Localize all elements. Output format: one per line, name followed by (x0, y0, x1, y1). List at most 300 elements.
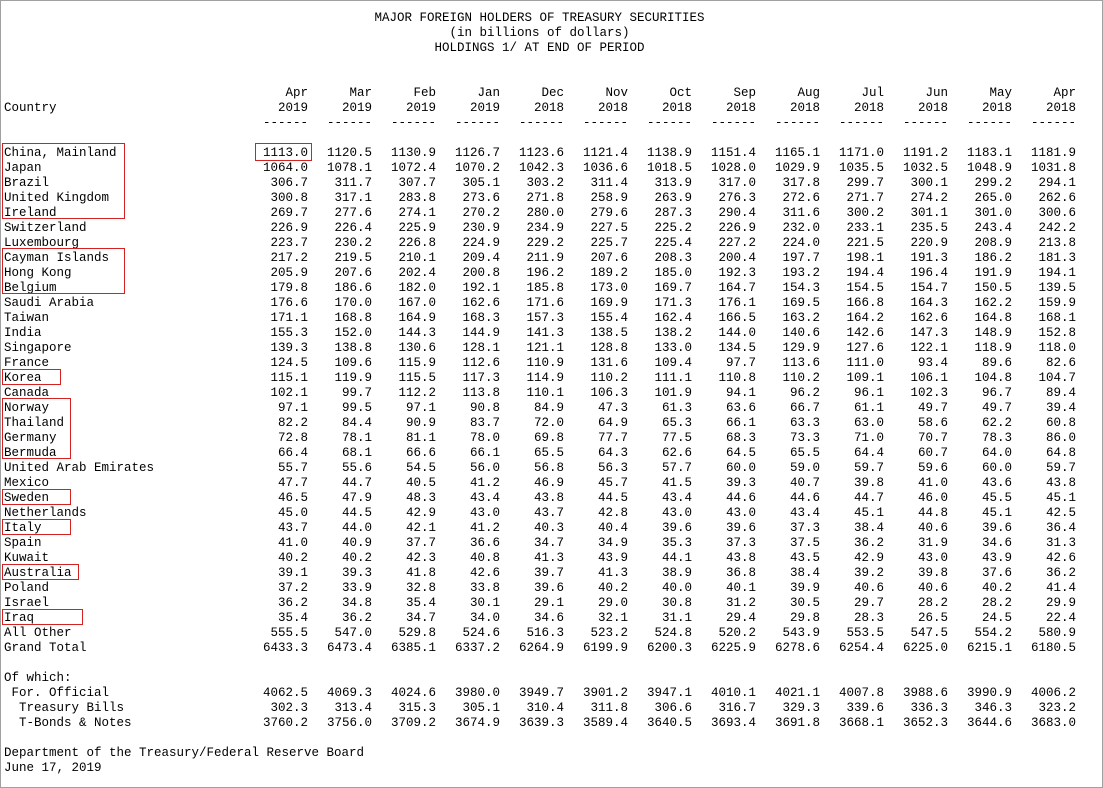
holding-value: 82.6 (1045, 356, 1076, 370)
holding-value: 555.5 (270, 626, 308, 640)
holding-value: 6385.1 (390, 641, 436, 655)
holding-value: 64.8 (1045, 446, 1076, 460)
header-underline: ------ (326, 116, 372, 130)
holding-value: 168.3 (462, 311, 500, 325)
holding-value: 223.7 (270, 236, 308, 250)
holding-value: 35.4 (277, 611, 308, 625)
holding-value: 93.4 (917, 356, 948, 370)
holding-value: 60.0 (725, 461, 756, 475)
holding-value: 44.8 (917, 506, 948, 520)
year-header: 2019 (405, 101, 436, 115)
holding-value: 31.3 (1045, 536, 1076, 550)
holding-value: 142.6 (846, 326, 884, 340)
holding-value: 171.6 (526, 296, 564, 310)
holding-value: 138.8 (334, 341, 372, 355)
country-name: Belgium (4, 281, 57, 295)
holding-value: 106.1 (910, 371, 948, 385)
holding-value: 73.3 (789, 431, 820, 445)
holding-value: 516.3 (526, 626, 564, 640)
holding-value: 1072.4 (390, 161, 436, 175)
holding-value: 43.4 (661, 491, 692, 505)
holding-value: 197.7 (782, 251, 820, 265)
holding-value: 300.6 (1038, 206, 1076, 220)
holding-value: 66.6 (405, 446, 436, 460)
holding-value: 55.6 (341, 461, 372, 475)
holding-value: 118.9 (974, 341, 1012, 355)
holding-value: 134.5 (718, 341, 756, 355)
holding-value: 31.2 (725, 596, 756, 610)
holding-value: 36.8 (725, 566, 756, 580)
year-header: 2018 (597, 101, 628, 115)
sub-row-value: 3949.7 (518, 686, 564, 700)
holding-value: 1032.5 (902, 161, 948, 175)
holding-value: 63.3 (789, 416, 820, 430)
holding-value: 1031.8 (1030, 161, 1076, 175)
holding-value: 41.0 (277, 536, 308, 550)
holding-value: 36.6 (469, 536, 500, 550)
holding-value: 36.2 (277, 596, 308, 610)
holding-value: 121.1 (526, 341, 564, 355)
holding-value: 44.6 (789, 491, 820, 505)
holding-value: 64.5 (725, 446, 756, 460)
holding-value: 40.7 (789, 476, 820, 490)
holding-value: 42.5 (1045, 506, 1076, 520)
holding-value: 113.8 (462, 386, 500, 400)
holding-value: 229.2 (526, 236, 564, 250)
header-underline: ------ (902, 116, 948, 130)
holding-value: 66.7 (789, 401, 820, 415)
holding-value: 1035.5 (838, 161, 884, 175)
holding-value: 258.9 (590, 191, 628, 205)
month-header: Oct (669, 86, 692, 100)
year-header: 2018 (917, 101, 948, 115)
holding-value: 110.9 (526, 356, 564, 370)
holding-value: 42.6 (1045, 551, 1076, 565)
holding-value: 40.8 (469, 551, 500, 565)
holding-value: 523.2 (590, 626, 628, 640)
country-name: Spain (4, 536, 42, 550)
sub-row-label: T-Bonds & Notes (4, 716, 132, 730)
holding-value: 164.8 (974, 311, 1012, 325)
holding-value: 104.7 (1038, 371, 1076, 385)
holding-value: 38.4 (789, 566, 820, 580)
holding-value: 207.6 (590, 251, 628, 265)
holding-value: 189.2 (590, 266, 628, 280)
holding-value: 265.0 (974, 191, 1012, 205)
holding-value: 1121.4 (582, 146, 628, 160)
country-name: Cayman Islands (4, 251, 110, 265)
holding-value: 49.7 (981, 401, 1012, 415)
holding-value: 547.0 (334, 626, 372, 640)
sub-row-value: 3639.3 (518, 716, 564, 730)
sub-row-value: 3901.2 (582, 686, 628, 700)
holding-value: 42.1 (405, 521, 436, 535)
holding-value: 262.6 (1038, 191, 1076, 205)
holding-value: 144.9 (462, 326, 500, 340)
holding-value: 112.6 (462, 356, 500, 370)
holding-value: 62.2 (981, 416, 1012, 430)
holding-value: 39.3 (341, 566, 372, 580)
holding-value: 186.2 (974, 251, 1012, 265)
holding-value: 78.3 (981, 431, 1012, 445)
country-name: Japan (4, 161, 42, 175)
holding-value: 162.6 (462, 296, 500, 310)
holding-value: 46.5 (277, 491, 308, 505)
holding-value: 547.5 (910, 626, 948, 640)
holding-value: 124.5 (270, 356, 308, 370)
holding-value: 208.3 (654, 251, 692, 265)
holding-value: 128.8 (590, 341, 628, 355)
holding-value: 71.0 (853, 431, 884, 445)
holding-value: 31.9 (917, 536, 948, 550)
sub-row-value: 3644.6 (966, 716, 1012, 730)
holding-value: 162.6 (910, 311, 948, 325)
holding-value: 41.8 (405, 566, 436, 580)
holding-value: 38.9 (661, 566, 692, 580)
holding-value: 45.7 (597, 476, 628, 490)
holding-value: 543.9 (782, 626, 820, 640)
holding-value: 150.5 (974, 281, 1012, 295)
report-subtitle-period: HOLDINGS 1/ AT END OF PERIOD (434, 41, 645, 55)
holding-value: 44.0 (341, 521, 372, 535)
holding-value: 39.6 (661, 521, 692, 535)
holding-value: 104.8 (974, 371, 1012, 385)
holding-value: 122.1 (910, 341, 948, 355)
holding-value: 42.8 (597, 506, 628, 520)
holding-value: 113.6 (782, 356, 820, 370)
holding-value: 1036.6 (582, 161, 628, 175)
holding-value: 109.1 (846, 371, 884, 385)
holding-value: 39.1 (277, 566, 308, 580)
country-name: Poland (4, 581, 50, 595)
holding-value: 191.9 (974, 266, 1012, 280)
holding-value: 34.6 (533, 611, 564, 625)
holding-value: 162.2 (974, 296, 1012, 310)
holding-value: 36.2 (853, 536, 884, 550)
country-name: Iraq (4, 611, 35, 625)
holding-value: 78.0 (469, 431, 500, 445)
holding-value: 36.4 (1045, 521, 1076, 535)
sub-row-value: 4006.2 (1030, 686, 1076, 700)
holding-value: 44.1 (661, 551, 692, 565)
holding-value: 28.2 (981, 596, 1012, 610)
holding-value: 225.4 (654, 236, 692, 250)
sub-row-value: 4062.5 (262, 686, 308, 700)
holding-value: 274.1 (398, 206, 436, 220)
header-underline: ------ (646, 116, 692, 130)
sub-row-value: 4010.1 (710, 686, 756, 700)
holding-value: 61.1 (853, 401, 884, 415)
holding-value: 173.0 (590, 281, 628, 295)
holding-value: 47.3 (597, 401, 628, 415)
holding-value: 39.7 (533, 566, 564, 580)
holding-value: 300.1 (910, 176, 948, 190)
holding-value: 44.6 (725, 491, 756, 505)
holding-value: 47.9 (341, 491, 372, 505)
sub-row-value: 3709.2 (390, 716, 436, 730)
sub-row-value: 3691.8 (774, 716, 820, 730)
holding-value: 37.2 (277, 581, 308, 595)
holding-value: 43.0 (661, 506, 692, 520)
country-name: Luxembourg (4, 236, 80, 250)
holding-value: 1181.9 (1030, 146, 1076, 160)
holding-value: 205.9 (270, 266, 308, 280)
holding-value: 162.4 (654, 311, 692, 325)
holding-value: 182.0 (398, 281, 436, 295)
holding-value: 166.8 (846, 296, 884, 310)
holding-value: 164.9 (398, 311, 436, 325)
sub-row-value: 3990.9 (966, 686, 1012, 700)
sub-row-value: 3589.4 (582, 716, 628, 730)
holding-value: 306.7 (270, 176, 308, 190)
holding-value: 66.1 (469, 446, 500, 460)
holding-value: 34.0 (469, 611, 500, 625)
holding-value: 39.3 (725, 476, 756, 490)
country-name: Canada (4, 386, 50, 400)
holding-value: 43.9 (981, 551, 1012, 565)
holding-value: 29.1 (533, 596, 564, 610)
year-header: 2018 (853, 101, 884, 115)
holding-value: 1191.2 (902, 146, 948, 160)
header-underline: ------ (454, 116, 500, 130)
holding-value: 6225.9 (710, 641, 756, 655)
holding-value: 40.0 (661, 581, 692, 595)
holding-value: 164.3 (910, 296, 948, 310)
holding-value: 102.3 (910, 386, 948, 400)
holding-value: 164.2 (846, 311, 884, 325)
country-column-header: Country (4, 101, 57, 115)
holding-value: 41.5 (661, 476, 692, 490)
holding-value: 70.7 (917, 431, 948, 445)
holding-value: 1165.1 (774, 146, 820, 160)
holding-value: 54.5 (405, 461, 436, 475)
holding-value: 84.9 (533, 401, 564, 415)
holding-value: 311.6 (782, 206, 820, 220)
holding-value: 28.3 (853, 611, 884, 625)
sub-row-value: 4021.1 (774, 686, 820, 700)
holding-value: 290.4 (718, 206, 756, 220)
holding-value: 68.1 (341, 446, 372, 460)
holding-value: 32.1 (597, 611, 628, 625)
holding-value: 169.7 (654, 281, 692, 295)
holding-value: 271.7 (846, 191, 884, 205)
sub-row-value: 4007.8 (838, 686, 884, 700)
holding-value: 86.0 (1045, 431, 1076, 445)
holding-value: 277.6 (334, 206, 372, 220)
holding-value: 43.0 (725, 506, 756, 520)
holding-value: 37.7 (405, 536, 436, 550)
holding-value: 45.1 (981, 506, 1012, 520)
holding-value: 36.2 (341, 611, 372, 625)
holding-value: 176.6 (270, 296, 308, 310)
holding-value: 1048.9 (966, 161, 1012, 175)
holding-value: 36.2 (1045, 566, 1076, 580)
holding-value: 131.6 (590, 356, 628, 370)
year-header: 2018 (789, 101, 820, 115)
holding-value: 64.0 (981, 446, 1012, 460)
sub-row-value: 3756.0 (326, 716, 372, 730)
sub-row-value: 305.1 (462, 701, 500, 715)
holding-value: 69.8 (533, 431, 564, 445)
holding-value: 226.9 (718, 221, 756, 235)
year-header: 2018 (661, 101, 692, 115)
month-header: Jul (861, 86, 884, 100)
holding-value: 294.1 (1038, 176, 1076, 190)
holding-value: 226.9 (270, 221, 308, 235)
holding-value: 1070.2 (454, 161, 500, 175)
country-name: Norway (4, 401, 50, 415)
holding-value: 224.0 (782, 236, 820, 250)
holding-value: 115.5 (398, 371, 436, 385)
holding-value: 1028.0 (710, 161, 756, 175)
holding-value: 127.6 (846, 341, 884, 355)
header-underline: ------ (390, 116, 436, 130)
holding-value: 1130.9 (390, 146, 436, 160)
holding-value: 317.0 (718, 176, 756, 190)
country-name: Sweden (4, 491, 50, 505)
holding-value: 119.9 (334, 371, 372, 385)
month-header: Jun (925, 86, 948, 100)
holding-value: 144.3 (398, 326, 436, 340)
holding-value: 97.7 (725, 356, 756, 370)
holding-value: 35.3 (661, 536, 692, 550)
year-header: 2018 (725, 101, 756, 115)
holding-value: 276.3 (718, 191, 756, 205)
holding-value: 225.9 (398, 221, 436, 235)
report-subtitle-units: (in billions of dollars) (449, 26, 630, 40)
sub-row-value: 316.7 (718, 701, 756, 715)
holding-value: 65.3 (661, 416, 692, 430)
holding-value: 311.4 (590, 176, 628, 190)
holding-value: 68.3 (725, 431, 756, 445)
holding-value: 90.8 (469, 401, 500, 415)
sub-row-value: 339.6 (846, 701, 884, 715)
holding-value: 39.2 (853, 566, 884, 580)
holding-value: 44.7 (853, 491, 884, 505)
holding-value: 179.8 (270, 281, 308, 295)
holding-value: 299.7 (846, 176, 884, 190)
holding-value: 171.3 (654, 296, 692, 310)
holding-value: 55.7 (277, 461, 308, 475)
holding-value: 40.2 (277, 551, 308, 565)
holding-value: 42.6 (469, 566, 500, 580)
sub-row-value: 336.3 (910, 701, 948, 715)
holding-value: 225.7 (590, 236, 628, 250)
holding-value: 43.4 (469, 491, 500, 505)
month-header: Aug (797, 86, 820, 100)
holding-value: 30.1 (469, 596, 500, 610)
holding-value: 39.8 (853, 476, 884, 490)
holding-value: 46.9 (533, 476, 564, 490)
year-header: 2018 (533, 101, 564, 115)
holding-value: 106.3 (590, 386, 628, 400)
holding-value: 192.3 (718, 266, 756, 280)
holding-value: 6473.4 (326, 641, 372, 655)
sub-row-value: 315.3 (398, 701, 436, 715)
holding-value: 243.4 (974, 221, 1012, 235)
holding-value: 553.5 (846, 626, 884, 640)
holding-value: 152.0 (334, 326, 372, 340)
header-underline: ------ (262, 116, 308, 130)
holding-value: 97.1 (277, 401, 308, 415)
holding-value: 33.8 (469, 581, 500, 595)
holding-value: 220.9 (910, 236, 948, 250)
holding-value: 31.1 (661, 611, 692, 625)
holding-value: 207.6 (334, 266, 372, 280)
holding-value: 65.5 (533, 446, 564, 460)
holding-value: 1123.6 (518, 146, 564, 160)
footer-date: June 17, 2019 (4, 761, 102, 775)
holding-value: 118.0 (1038, 341, 1076, 355)
holding-value: 194.4 (846, 266, 884, 280)
country-name: Germany (4, 431, 57, 445)
holding-value: 213.8 (1038, 236, 1076, 250)
holding-value: 29.8 (789, 611, 820, 625)
holding-value: 39.9 (789, 581, 820, 595)
holding-value: 40.2 (981, 581, 1012, 595)
holding-value: 155.4 (590, 311, 628, 325)
sub-row-value: 306.6 (654, 701, 692, 715)
holding-value: 193.2 (782, 266, 820, 280)
holding-value: 42.9 (405, 506, 436, 520)
sub-row-value: 3980.0 (454, 686, 500, 700)
holding-value: 226.4 (334, 221, 372, 235)
holding-value: 272.6 (782, 191, 820, 205)
holding-value: 96.2 (789, 386, 820, 400)
holding-value: 269.7 (270, 206, 308, 220)
holding-value: 520.2 (718, 626, 756, 640)
holding-value: 89.6 (981, 356, 1012, 370)
holding-value: 49.7 (917, 401, 948, 415)
holding-value: 59.0 (789, 461, 820, 475)
holding-value: 44.5 (597, 491, 628, 505)
holding-value: 72.8 (277, 431, 308, 445)
sub-row-value: 3947.1 (646, 686, 692, 700)
holding-value: 37.3 (725, 536, 756, 550)
sub-row-value: 313.4 (334, 701, 372, 715)
holding-value: 1078.1 (326, 161, 372, 175)
sub-row-value: 3693.4 (710, 716, 756, 730)
holding-value: 283.8 (398, 191, 436, 205)
holding-value: 109.4 (654, 356, 692, 370)
country-name: France (4, 356, 50, 370)
holding-value: 29.9 (1045, 596, 1076, 610)
sub-row-value: 311.8 (590, 701, 628, 715)
holding-value: 41.3 (533, 551, 564, 565)
header-underline: ------ (582, 116, 628, 130)
holding-value: 234.9 (526, 221, 564, 235)
holding-value: 233.1 (846, 221, 884, 235)
header-underline: ------ (838, 116, 884, 130)
holding-value: 217.2 (270, 251, 308, 265)
holding-value: 144.0 (718, 326, 756, 340)
footer-source: Department of the Treasury/Federal Reserve Board (4, 746, 365, 760)
holding-value: 232.0 (782, 221, 820, 235)
holding-value: 287.3 (654, 206, 692, 220)
holding-value: 111.1 (654, 371, 692, 385)
holding-value: 40.2 (341, 551, 372, 565)
holding-value: 41.3 (597, 566, 628, 580)
holding-value: 43.0 (469, 506, 500, 520)
holding-value: 317.8 (782, 176, 820, 190)
holding-value: 6225.0 (902, 641, 948, 655)
country-name: Brazil (4, 176, 50, 190)
holding-value: 44.7 (341, 476, 372, 490)
holding-value: 192.1 (462, 281, 500, 295)
country-name: Mexico (4, 476, 50, 490)
holding-value: 89.4 (1045, 386, 1076, 400)
holding-value: 110.1 (526, 386, 564, 400)
